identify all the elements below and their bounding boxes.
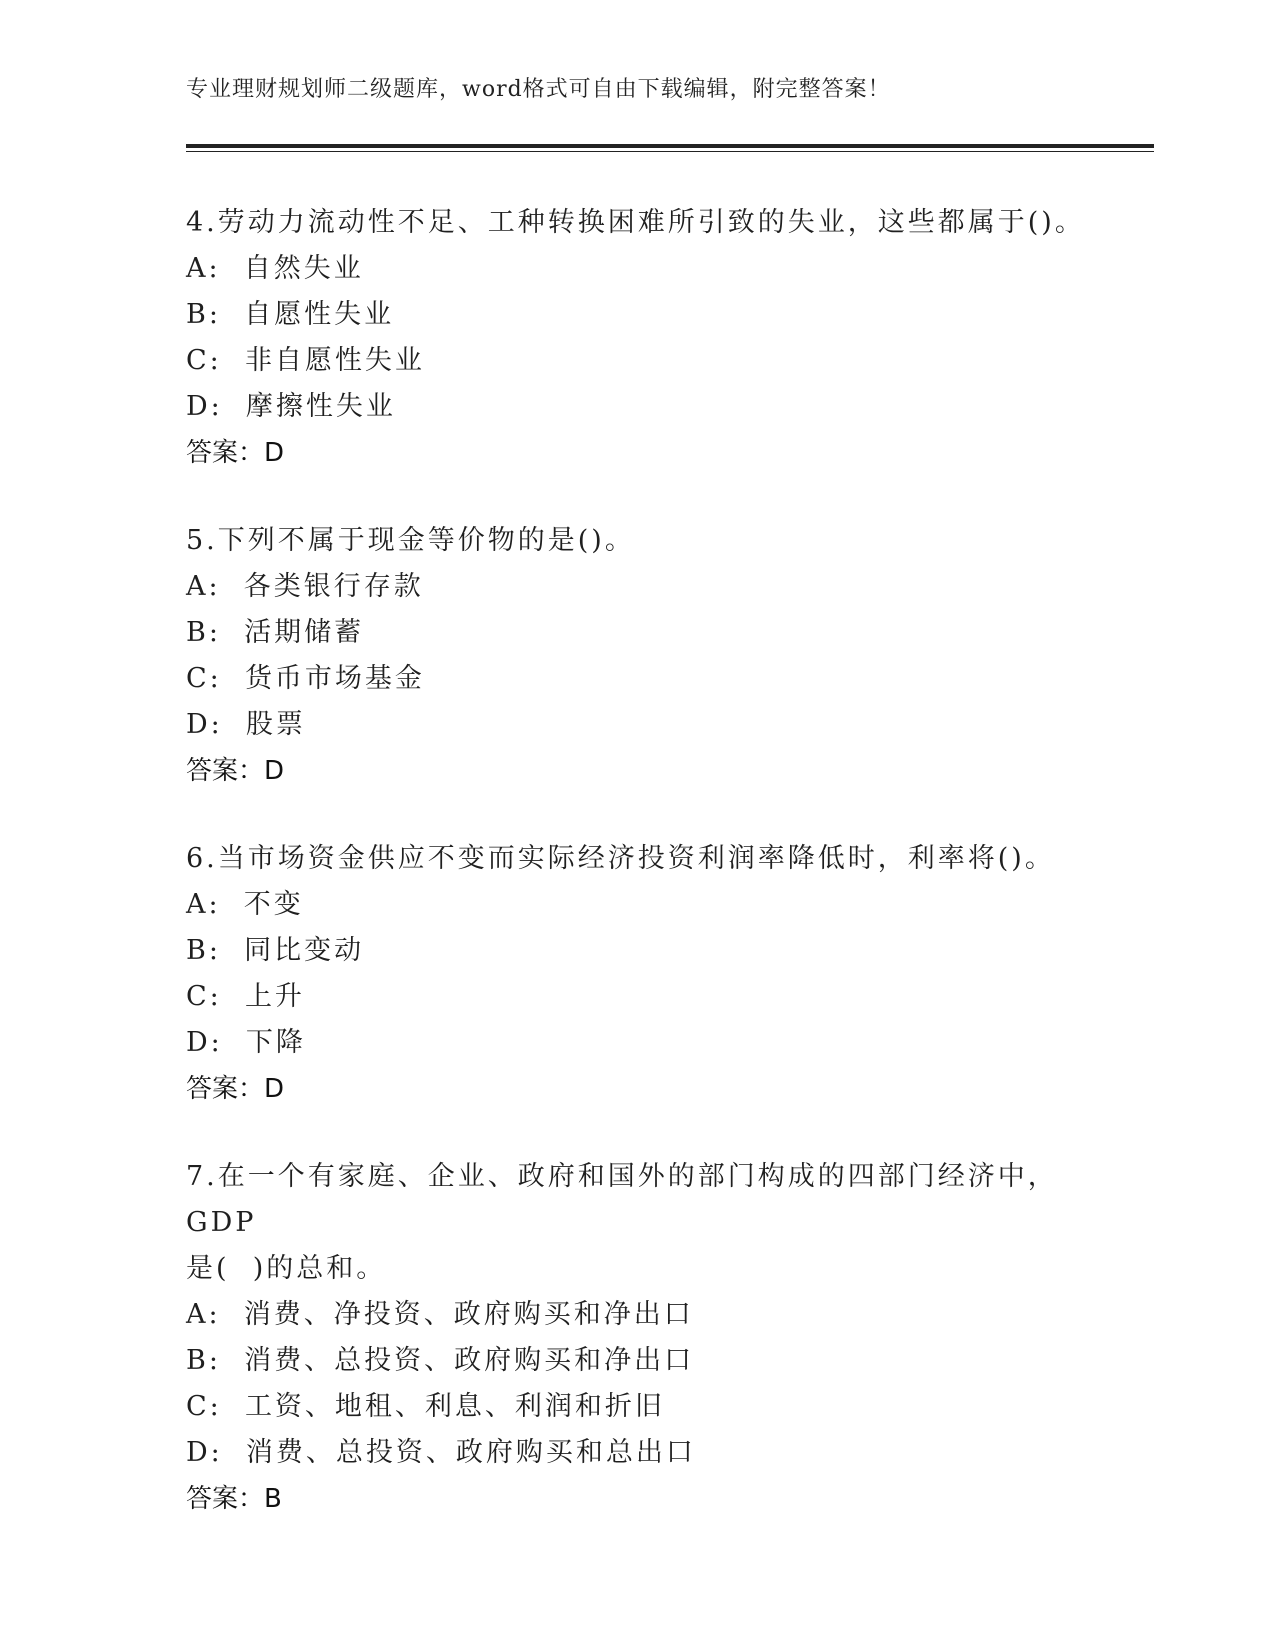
option-c	[186, 338, 1126, 384]
question-7	[186, 1154, 1126, 1522]
question-stem-continuation: 是( )的总和。	[186, 1253, 387, 1284]
question-number: 6.	[186, 843, 218, 874]
option-d	[186, 702, 1126, 748]
option-key: A:	[186, 1299, 221, 1330]
header-rule-thin	[186, 151, 1154, 152]
option-key: D:	[186, 391, 223, 422]
option-b	[186, 1338, 1126, 1384]
answer-value: D	[264, 438, 285, 468]
answer-label: 答案：	[186, 756, 265, 786]
option-a	[186, 882, 1126, 928]
answer-label: 答案：	[186, 1074, 265, 1104]
answer-label: 答案：	[186, 438, 265, 468]
option-b	[186, 610, 1126, 656]
question-4	[186, 200, 1126, 476]
answer	[186, 1066, 1126, 1112]
question-text: 下列不属于现金等价物的是()。	[217, 525, 635, 556]
option-key: A:	[186, 571, 221, 602]
question-text: 劳动力流动性不足、工种转换困难所引致的失业，这些都属于()。	[217, 207, 1085, 238]
option-key: B:	[186, 299, 221, 330]
option-a	[186, 1292, 1126, 1338]
header-rule-thick	[186, 144, 1154, 148]
question-stem	[186, 1154, 1126, 1246]
option-b	[186, 928, 1126, 974]
option-c	[186, 656, 1126, 702]
option-text: 下降	[245, 1027, 306, 1058]
question-stem	[186, 200, 1126, 246]
question-text: 在一个有家庭、企业、政府和国外的部门构成的四部门经济中，GDP	[186, 1161, 1058, 1238]
option-text: 自愿性失业	[244, 299, 395, 330]
answer-label: 答案：	[186, 1484, 265, 1514]
option-key: C:	[186, 1391, 222, 1422]
option-d	[186, 1430, 1126, 1476]
option-a	[186, 564, 1126, 610]
option-key: D:	[186, 709, 223, 740]
answer-value: D	[264, 756, 285, 786]
question-number: 5.	[186, 525, 218, 556]
option-key: B:	[186, 1345, 221, 1376]
question-stem	[186, 836, 1126, 882]
question-stem	[186, 518, 1126, 564]
question-list	[186, 200, 1126, 1564]
option-text: 上升	[244, 981, 305, 1012]
option-text: 各类银行存款	[243, 571, 424, 602]
option-key: B:	[186, 617, 221, 648]
option-text: 消费、总投资、政府购买和总出口	[245, 1437, 696, 1468]
option-key: C:	[186, 345, 222, 376]
option-d	[186, 1020, 1126, 1066]
option-key: B:	[186, 935, 221, 966]
option-text: 活期储蓄	[244, 617, 365, 648]
option-text: 摩擦性失业	[245, 391, 396, 422]
option-c	[186, 1384, 1126, 1430]
answer-value: B	[264, 1484, 282, 1514]
question-number: 4.	[186, 207, 218, 238]
answer-value: D	[264, 1074, 285, 1104]
option-text: 货币市场基金	[244, 663, 425, 694]
option-b	[186, 292, 1126, 338]
option-key: D:	[186, 1027, 223, 1058]
option-text: 同比变动	[244, 935, 365, 966]
option-text: 工资、地租、利息、利润和折旧	[244, 1391, 665, 1422]
option-text: 非自愿性失业	[244, 345, 425, 376]
option-a	[186, 246, 1126, 292]
option-d	[186, 384, 1126, 430]
option-text: 消费、净投资、政府购买和净出口	[243, 1299, 694, 1330]
option-text: 不变	[243, 889, 304, 920]
option-text: 自然失业	[243, 253, 364, 284]
question-5	[186, 518, 1126, 794]
option-key: A:	[186, 889, 221, 920]
option-text: 消费、总投资、政府购买和净出口	[244, 1345, 695, 1376]
option-c	[186, 974, 1126, 1020]
option-key: C:	[186, 981, 222, 1012]
option-text: 股票	[245, 709, 306, 740]
option-key: D:	[186, 1437, 223, 1468]
question-6	[186, 836, 1126, 1112]
answer	[186, 748, 1126, 794]
option-key: C:	[186, 663, 222, 694]
question-number: 7.	[186, 1161, 218, 1192]
question-text: 当市场资金供应不变而实际经济投资利润率降低时，利率将()。	[217, 843, 1055, 874]
answer	[186, 1476, 1126, 1522]
document-header: 专业理财规划师二级题库，word格式可自由下载编辑，附完整答案！	[186, 77, 891, 102]
answer	[186, 430, 1126, 476]
option-key: A:	[186, 253, 221, 284]
